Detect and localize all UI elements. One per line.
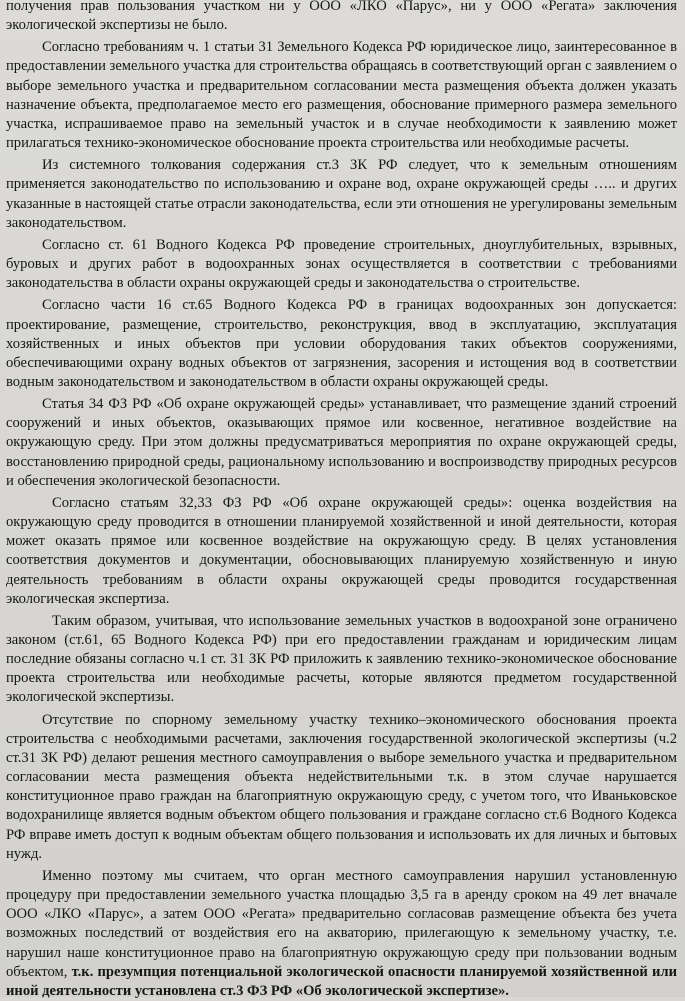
paragraph-conclusion: Таким образом, учитывая, что использование земельных участков в водоохраной зоне ограничено законом (ст.61, 65 Водного Кодекса РФ) при его предоставлении гражданам и юридическим лицам последние обязаны согласно ч.1 ст. 31 ЗК РФ приложить к заявлению технико-экономическое обоснование проекта строительства или необходимые расчеты, которые являются предметом государственной экологической экспертизы. xyxy=(6,612,677,706)
paragraph-land-code-art31: Согласно требованиям ч. 1 статьи 31 Земельного Кодекса РФ юридическое лицо, заинтересованное в предоставлении земельного участка для строительства обращаясь в соответствующий орган с заявлением о выборе земельного участка и предварительном согласовании места размещения объекта должен указать назначение объекта, предполагаемое место его размещения, обоснование примерного размера земельного участка, испрашиваемое право на земельный участок и в случае необходимости к заявлению может прилагаться технико-экономическое обоснование проекта строительства или необходимые расчеты. xyxy=(6,39,677,152)
paragraph-absence-of-justification: Отсутствие по спорному земельному участку технико–экономического обоснования проекта строительства с необходимыми расчетами, заключения государственной экологической экспертизы (ч.2 ст.31 ЗК РФ) делают решения местного самоуправления о выборе земельного участка и предварительном согласовании места размещения объекта недействительными т.к. в этом случае нарушается конституционное право граждан на благоприятную окружающую среду, с учетом того, что Иваньковское водохранилище является водным объектом общего пользования и граждане согласно ст.6 Водного Кодекса РФ вправе иметь доступ к водным объектам общего пользования и использовать их для личных и бытовых нужд. xyxy=(6,711,677,862)
document-body xyxy=(6,0,677,1001)
paragraph-land-code-art3: Из системного толкования содержания ст.3 ЗК РФ следует, что к земельным отношениям применяется законодательство по использованию и охране вод, охране окружающей среды ….. и других указанные в настоящей статье отрасли законодательства, если эти отношения не урегулированы земельным законодательством. xyxy=(6,157,677,231)
paragraph-continuation: получения прав пользования участком ни у ООО «ЛКО «Парус», ни у ООО «Регата» заключения экологической экспертизы не было. xyxy=(6,0,677,34)
paragraph-final-claim xyxy=(6,867,677,1001)
paragraph-env-law-art32-33: Согласно статьям 32,33 ФЗ РФ «Об охране окружающей среды»: оценка воздействия на окружающую среду проводится в отношении планируемой хозяйственной и иной деятельности, которая может оказать прямое или косвенное воздействие на окружающую среду. В целях установления соответствия документов и документации, обосновывающих планируемую хозяйственную и иную деятельность требованиям в области охраны окружающей среды проводится государственная экологическая экспертиза. xyxy=(6,494,677,607)
paragraph-water-code-art61: Согласно ст. 61 Водного Кодекса РФ проведение строительных, дноуглубительных, взрывных, буровых и других работ в водоохранных зонах осуществляется в соответствии с требованиями законодательства в области охраны окружающей среды и законодательства о строительстве. xyxy=(6,236,677,292)
paragraph-water-code-art65: Согласно части 16 ст.65 Водного Кодекса РФ в границах водоохранных зон допускается: проектирование, размещение, строительство, реконструкция, ввод в эксплуатацию, эксплуатация хозяйственных и иных объектов при условии оборудования таких объектов сооружениями, обеспечивающими охрану водных объектов от загрязнения, засорения и истощения вод в соответствии водным законодательством и законодательством в области охраны окружающей среды. xyxy=(6,297,677,390)
final-claim-text: Именно поэтому мы считаем, что орган местного самоуправления нарушил установленную процедуру при предоставлении земельного участка площадью 3,5 га в аренду сроком на 49 лет вначале ООО «ЛКО «Парус», а затем ООО «Регата» предварительно согласовав размещение объекта без учета возможных последствий от воздействия его на акваторию, прилегающую к земельному участку, т.е. нарушил наше конституционное право на благоприятную окружающую среду при пользовании водным объектом, xyxy=(6,867,677,980)
paragraph-env-law-art34: Статья 34 ФЗ РФ «Об охране окружающей среды» устанавливает, что размещение зданий строений сооружений и иных объектов, оказывающих прямое или косвенное, негативное воздействие на окружающую среду. При этом должны предусматриваться мероприятия по охране окружающей среды, восстановлению природной среды, рациональному использованию и воспроизводству природных ресурсов и обеспечения экологической безопасности. xyxy=(6,396,677,489)
final-claim-bold: т.к. презумпция потенциальной экологической опасности планируемой хозяйственной или иной деятельности установлена ст.3 ФЗ РФ «Об экологической экспертизе». xyxy=(6,963,677,999)
